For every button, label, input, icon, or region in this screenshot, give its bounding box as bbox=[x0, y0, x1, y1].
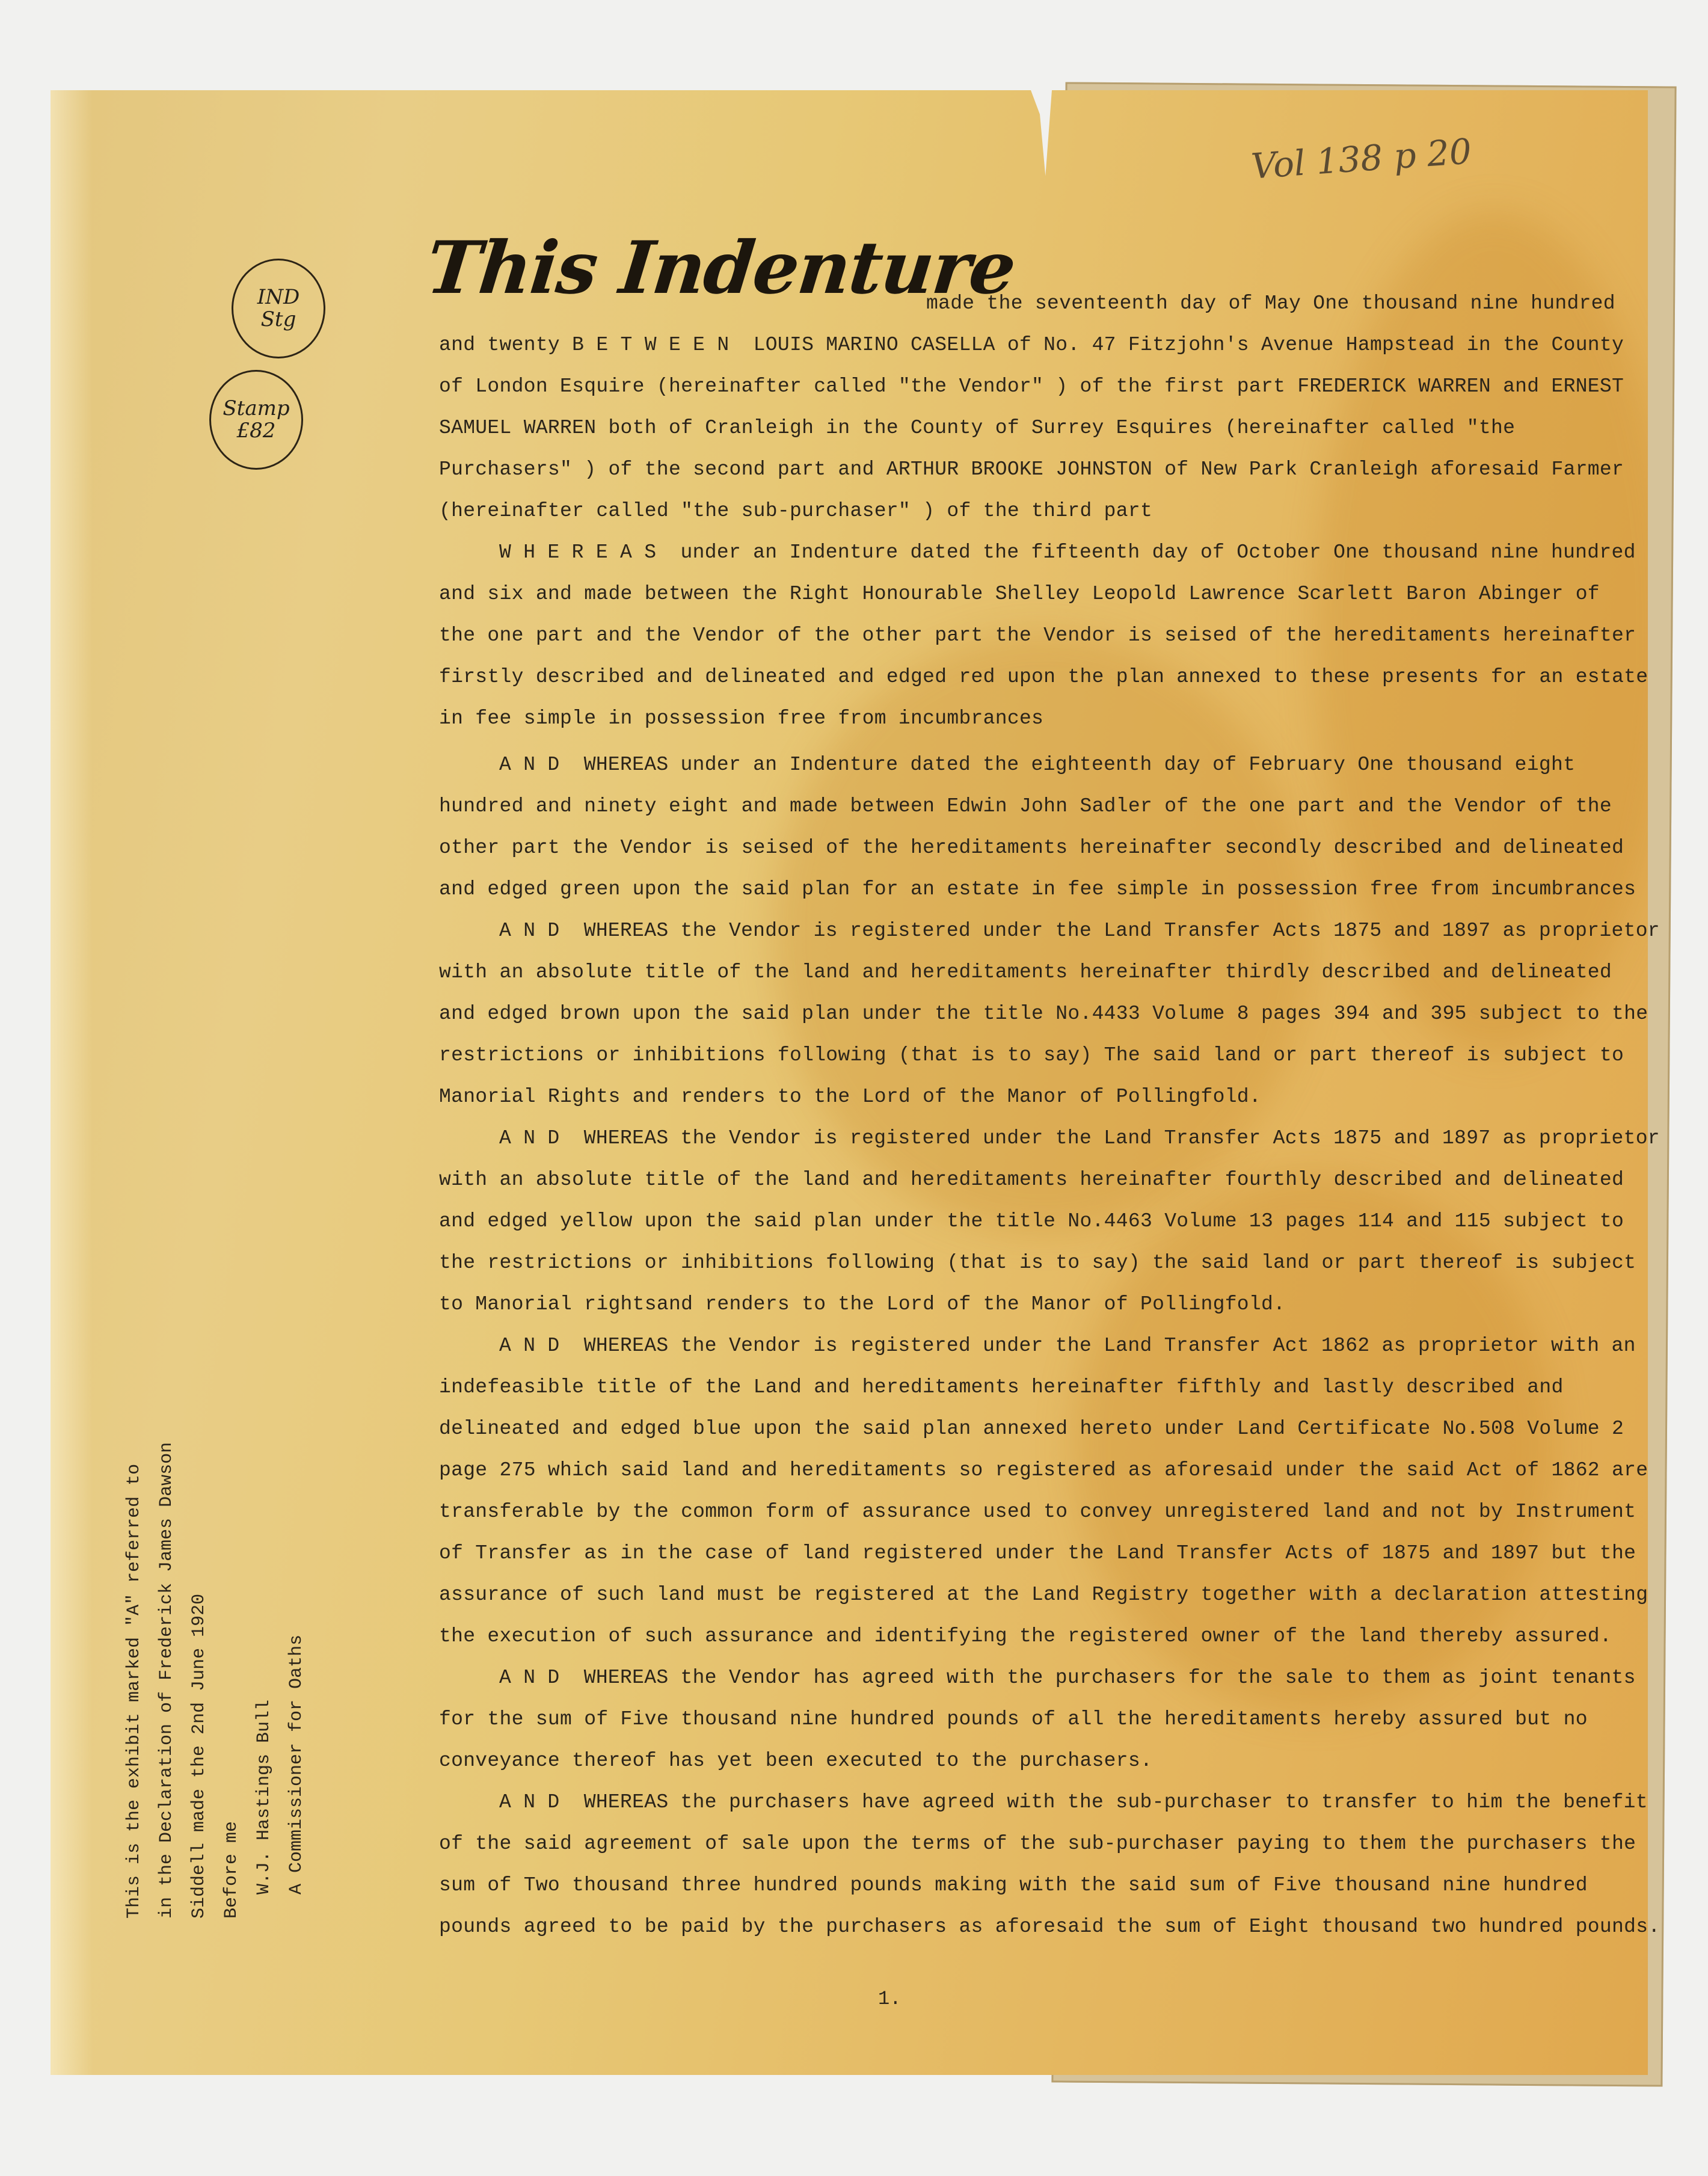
text-line: restrictions or inhibitions following (that is to say) The said land or part thereof is subject to bbox=[439, 1044, 1624, 1066]
text-line: A N D WHEREAS the purchasers have agreed with the sub-purchaser to transfer to him the benefit bbox=[499, 1791, 1648, 1813]
stamp-duty bbox=[209, 370, 303, 470]
note-line: W.J. Hastings Bull bbox=[254, 1699, 274, 1895]
note-line: Siddell made the 2nd June 1920 bbox=[189, 1593, 209, 1919]
handwritten-reference: Vol 138 p 20 bbox=[1250, 131, 1473, 187]
text-line: Purchasers" ) of the second part and ARTHUR BROOKE JOHNSTON of New Park Cranleigh aforesaid Farmer bbox=[439, 458, 1624, 481]
text-line: delineated and edged blue upon the said plan annexed hereto under Land Certificate No.508 Volume 2 bbox=[439, 1418, 1624, 1440]
stamp-ind bbox=[232, 259, 325, 358]
page-number: 1. bbox=[878, 1988, 902, 2010]
text-line: A N D WHEREAS under an Indenture dated the eighteenth day of February One thousand eight bbox=[499, 754, 1576, 776]
document-title: This Indenture bbox=[422, 226, 1019, 310]
text-line: in fee simple in possession free from incumbrances bbox=[439, 707, 1044, 730]
text-line: (hereinafter called "the sub-purchaser" ) of the third part bbox=[439, 500, 1153, 522]
note-line: in the Declaration of Frederick James Dawson bbox=[156, 1442, 177, 1919]
text-line: and twenty B E T W E E N LOUIS MARINO CASELLA of No. 47 Fitzjohn's Avenue Hampstead in the County bbox=[439, 334, 1624, 356]
text-line: the one part and the Vendor of the other part the Vendor is seised of the hereditaments hereinafter bbox=[439, 624, 1636, 647]
text-line: for the sum of Five thousand nine hundred pounds of all the hereditaments hereby assured but no bbox=[439, 1708, 1588, 1730]
text-line: and edged yellow upon the said plan under the title No.4463 Volume 13 pages 114 and 115 subject to bbox=[439, 1210, 1624, 1232]
text-line: to Manorial rightsand renders to the Lord of the Manor of Pollingfold. bbox=[439, 1293, 1286, 1315]
stamp-line: £82 bbox=[236, 419, 276, 443]
text-line: A N D WHEREAS the Vendor is registered under the Land Transfer Act 1862 as proprietor with an bbox=[499, 1335, 1636, 1357]
text-line: transferable by the common form of assurance used to convey unregistered land and not by Instrument bbox=[439, 1501, 1636, 1523]
text-line: A N D WHEREAS the Vendor is registered under the Land Transfer Acts 1875 and 1897 as proprietor bbox=[499, 1127, 1660, 1149]
text-line: SAMUEL WARREN both of Cranleigh in the County of Surrey Esquires (hereinafter called "the bbox=[439, 417, 1516, 439]
text-line: and edged green upon the said plan for an estate in fee simple in possession free from incumbrances bbox=[439, 878, 1636, 900]
text-line: and six and made between the Right Honourable Shelley Leopold Lawrence Scarlett Baron Abinger of bbox=[439, 583, 1600, 605]
exhibit-note bbox=[118, 1442, 313, 1919]
text-line: assurance of such land must be registered at the Land Registry together with a declaration attesting bbox=[439, 1584, 1648, 1606]
text-line: with an absolute title of the land and hereditaments hereinafter fourthly described and delineated bbox=[439, 1169, 1624, 1191]
text-line: other part the Vendor is seised of the hereditaments hereinafter secondly described and delineated bbox=[439, 837, 1624, 859]
text-line: A N D WHEREAS the Vendor has agreed with the purchasers for the sale to them as joint tenants bbox=[499, 1667, 1636, 1689]
text-line: of London Esquire (hereinafter called "the Vendor" ) of the first part FREDERICK WARREN and ERNEST bbox=[439, 375, 1624, 398]
stamp-line: Stamp bbox=[223, 396, 290, 420]
text-line: hundred and ninety eight and made between Edwin John Sadler of the one part and the Vendor of the bbox=[439, 795, 1612, 817]
stamp-line: IND bbox=[257, 284, 300, 309]
text-line: the restrictions or inhibitions following (that is to say) the said land or part thereof is subject bbox=[439, 1252, 1636, 1274]
text-line: Manorial Rights and renders to the Lord of the Manor of Pollingfold. bbox=[439, 1086, 1262, 1108]
text-line: conveyance thereof has yet been executed to the purchasers. bbox=[439, 1750, 1153, 1772]
text-line: of the said agreement of sale upon the terms of the sub-purchaser paying to them the purchasers the bbox=[439, 1833, 1636, 1855]
note-line: This is the exhibit marked "A" referred to bbox=[124, 1463, 144, 1919]
text-line: pounds agreed to be paid by the purchasers as aforesaid the sum of Eight thousand two hundred pounds. bbox=[439, 1916, 1660, 1938]
text-line: made the seventeenth day of May One thousand nine hundred bbox=[926, 292, 1615, 315]
text-line: firstly described and delineated and edged red upon the plan annexed to these presents for an estate bbox=[439, 666, 1648, 688]
document-body bbox=[439, 283, 1660, 1947]
note-line: A Commissioner for Oaths bbox=[286, 1634, 307, 1895]
text-line: the execution of such assurance and identifying the registered owner of the land thereby assured. bbox=[439, 1625, 1612, 1647]
stamp-line: Stg bbox=[260, 307, 296, 331]
text-line: indefeasible title of the Land and hereditaments hereinafter fifthly and lastly described and bbox=[439, 1376, 1564, 1398]
text-line: page 275 which said land and hereditaments so registered as aforesaid under the said Act of 1862 are bbox=[439, 1459, 1648, 1481]
note-line: Before me bbox=[221, 1821, 242, 1919]
text-line: with an absolute title of the land and hereditaments hereinafter thirdly described and delineated bbox=[439, 961, 1612, 983]
text-line: A N D WHEREAS the Vendor is registered under the Land Transfer Acts 1875 and 1897 as proprietor bbox=[499, 920, 1660, 942]
text-line: and edged brown upon the said plan under the title No.4433 Volume 8 pages 394 and 395 subject to the bbox=[439, 1003, 1648, 1025]
text-line: of Transfer as in the case of land registered under the Land Transfer Acts of 1875 and 1897 but the bbox=[439, 1542, 1636, 1564]
text-line: W H E R E A S under an Indenture dated the fifteenth day of October One thousand nine hundred bbox=[499, 541, 1636, 564]
text-line: sum of Two thousand three hundred pounds making with the said sum of Five thousand nine hundred bbox=[439, 1874, 1588, 1896]
